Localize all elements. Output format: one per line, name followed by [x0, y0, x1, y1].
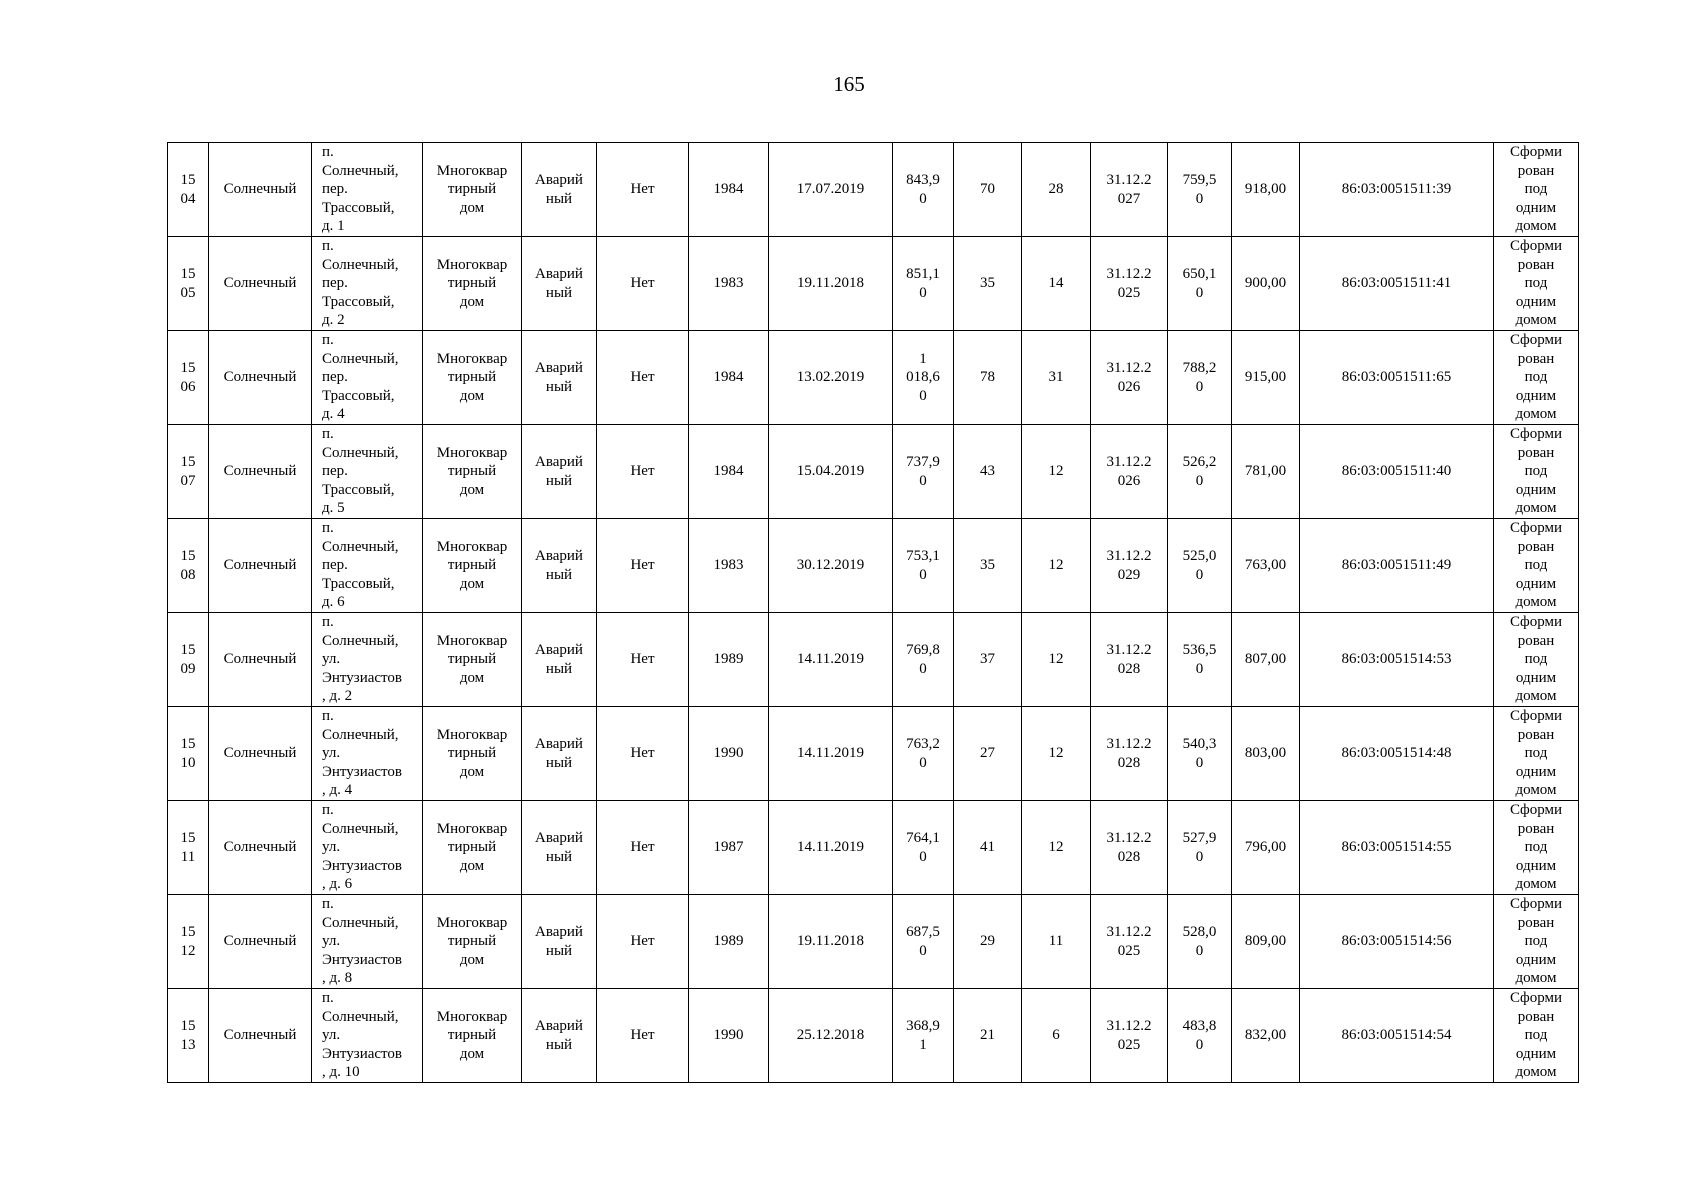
area-2-cell: 527,9 0: [1168, 801, 1232, 895]
table-row: [168, 989, 1579, 1083]
cadastral-number-cell: 86:03:0051511:49: [1300, 519, 1494, 613]
area-cell: 753,1 0: [893, 519, 954, 613]
status-cell: Аварий ный: [522, 801, 597, 895]
status-cell: Аварий ный: [522, 331, 597, 425]
status-cell: Аварий ный: [522, 707, 597, 801]
cost-cell: 915,00: [1232, 331, 1300, 425]
address-cell: п. Солнечный, пер. Трассовый, д. 6: [312, 519, 423, 613]
count-1-cell: 27: [954, 707, 1022, 801]
area-cell: 1 018,6 0: [893, 331, 954, 425]
count-1-cell: 41: [954, 801, 1022, 895]
address-cell: п. Солнечный, ул. Энтузиастов , д. 2: [312, 613, 423, 707]
deadline-cell: 31.12.2 026: [1091, 425, 1168, 519]
cadastral-number-cell: 86:03:0051514:54: [1300, 989, 1494, 1083]
year-cell: 1984: [689, 331, 769, 425]
address-cell: п. Солнечный, ул. Энтузиастов , д. 8: [312, 895, 423, 989]
building-type-cell: Многоквар тирный дом: [423, 613, 522, 707]
cost-cell: 807,00: [1232, 613, 1300, 707]
area-2-cell: 536,5 0: [1168, 613, 1232, 707]
deadline-cell: 31.12.2 027: [1091, 143, 1168, 237]
note-cell: Сформи рован под одним домом: [1494, 801, 1579, 895]
count-2-cell: 31: [1022, 331, 1091, 425]
note-cell: Сформи рован под одним домом: [1494, 237, 1579, 331]
count-1-cell: 35: [954, 237, 1022, 331]
address-cell: п. Солнечный, ул. Энтузиастов , д. 4: [312, 707, 423, 801]
table-row: [168, 425, 1579, 519]
building-type-cell: Многоквар тирный дом: [423, 801, 522, 895]
table-row: [168, 895, 1579, 989]
count-1-cell: 21: [954, 989, 1022, 1083]
cost-cell: 900,00: [1232, 237, 1300, 331]
cost-cell: 809,00: [1232, 895, 1300, 989]
row-number: 15 10: [168, 707, 209, 801]
year-cell: 1984: [689, 425, 769, 519]
note-cell: Сформи рован под одним домом: [1494, 613, 1579, 707]
cost-cell: 803,00: [1232, 707, 1300, 801]
date-cell: 19.11.2018: [769, 895, 893, 989]
flag-cell: Нет: [597, 143, 689, 237]
flag-cell: Нет: [597, 801, 689, 895]
area-2-cell: 788,2 0: [1168, 331, 1232, 425]
count-2-cell: 12: [1022, 707, 1091, 801]
date-cell: 14.11.2019: [769, 707, 893, 801]
year-cell: 1983: [689, 237, 769, 331]
table-row: [168, 519, 1579, 613]
settlement-cell: Солнечный: [209, 237, 312, 331]
status-cell: Аварий ный: [522, 237, 597, 331]
date-cell: 17.07.2019: [769, 143, 893, 237]
area-cell: 769,8 0: [893, 613, 954, 707]
table-row: [168, 237, 1579, 331]
count-2-cell: 28: [1022, 143, 1091, 237]
year-cell: 1983: [689, 519, 769, 613]
area-cell: 764,1 0: [893, 801, 954, 895]
cadastral-number-cell: 86:03:0051514:48: [1300, 707, 1494, 801]
count-1-cell: 37: [954, 613, 1022, 707]
area-2-cell: 525,0 0: [1168, 519, 1232, 613]
building-type-cell: Многоквар тирный дом: [423, 707, 522, 801]
status-cell: Аварий ный: [522, 143, 597, 237]
date-cell: 13.02.2019: [769, 331, 893, 425]
count-2-cell: 6: [1022, 989, 1091, 1083]
deadline-cell: 31.12.2 026: [1091, 331, 1168, 425]
cost-cell: 781,00: [1232, 425, 1300, 519]
row-number: 15 07: [168, 425, 209, 519]
flag-cell: Нет: [597, 613, 689, 707]
date-cell: 19.11.2018: [769, 237, 893, 331]
row-number: 15 04: [168, 143, 209, 237]
building-type-cell: Многоквар тирный дом: [423, 425, 522, 519]
cadastral-number-cell: 86:03:0051514:53: [1300, 613, 1494, 707]
cost-cell: 918,00: [1232, 143, 1300, 237]
note-cell: Сформи рован под одним домом: [1494, 143, 1579, 237]
cadastral-number-cell: 86:03:0051514:56: [1300, 895, 1494, 989]
date-cell: 15.04.2019: [769, 425, 893, 519]
count-1-cell: 43: [954, 425, 1022, 519]
cadastral-number-cell: 86:03:0051514:55: [1300, 801, 1494, 895]
address-cell: п. Солнечный, пер. Трассовый, д. 1: [312, 143, 423, 237]
table-row: [168, 331, 1579, 425]
area-2-cell: 540,3 0: [1168, 707, 1232, 801]
count-1-cell: 35: [954, 519, 1022, 613]
count-2-cell: 12: [1022, 425, 1091, 519]
address-cell: п. Солнечный, пер. Трассовый, д. 4: [312, 331, 423, 425]
year-cell: 1984: [689, 143, 769, 237]
date-cell: 14.11.2019: [769, 613, 893, 707]
date-cell: 14.11.2019: [769, 801, 893, 895]
count-1-cell: 70: [954, 143, 1022, 237]
area-cell: 851,1 0: [893, 237, 954, 331]
note-cell: Сформи рован под одним домом: [1494, 989, 1579, 1083]
area-2-cell: 526,2 0: [1168, 425, 1232, 519]
note-cell: Сформи рован под одним домом: [1494, 895, 1579, 989]
address-cell: п. Солнечный, ул. Энтузиастов , д. 6: [312, 801, 423, 895]
area-2-cell: 759,5 0: [1168, 143, 1232, 237]
table-row: [168, 707, 1579, 801]
count-2-cell: 12: [1022, 519, 1091, 613]
deadline-cell: 31.12.2 025: [1091, 989, 1168, 1083]
cadastral-number-cell: 86:03:0051511:39: [1300, 143, 1494, 237]
flag-cell: Нет: [597, 237, 689, 331]
cost-cell: 763,00: [1232, 519, 1300, 613]
year-cell: 1989: [689, 895, 769, 989]
settlement-cell: Солнечный: [209, 707, 312, 801]
flag-cell: Нет: [597, 425, 689, 519]
settlement-cell: Солнечный: [209, 331, 312, 425]
year-cell: 1987: [689, 801, 769, 895]
settlement-cell: Солнечный: [209, 425, 312, 519]
date-cell: 30.12.2019: [769, 519, 893, 613]
building-type-cell: Многоквар тирный дом: [423, 519, 522, 613]
settlement-cell: Солнечный: [209, 613, 312, 707]
status-cell: Аварий ный: [522, 989, 597, 1083]
count-2-cell: 11: [1022, 895, 1091, 989]
count-2-cell: 12: [1022, 613, 1091, 707]
address-cell: п. Солнечный, ул. Энтузиастов , д. 10: [312, 989, 423, 1083]
area-cell: 687,5 0: [893, 895, 954, 989]
deadline-cell: 31.12.2 028: [1091, 801, 1168, 895]
status-cell: Аварий ный: [522, 613, 597, 707]
cadastral-number-cell: 86:03:0051511:41: [1300, 237, 1494, 331]
count-2-cell: 12: [1022, 801, 1091, 895]
housing-registry-table: [167, 142, 1579, 1083]
area-2-cell: 650,1 0: [1168, 237, 1232, 331]
flag-cell: Нет: [597, 519, 689, 613]
count-1-cell: 78: [954, 331, 1022, 425]
building-type-cell: Многоквар тирный дом: [423, 331, 522, 425]
settlement-cell: Солнечный: [209, 801, 312, 895]
flag-cell: Нет: [597, 707, 689, 801]
building-type-cell: Многоквар тирный дом: [423, 895, 522, 989]
address-cell: п. Солнечный, пер. Трассовый, д. 2: [312, 237, 423, 331]
deadline-cell: 31.12.2 025: [1091, 237, 1168, 331]
page-number: 165: [833, 72, 865, 96]
cadastral-number-cell: 86:03:0051511:40: [1300, 425, 1494, 519]
count-1-cell: 29: [954, 895, 1022, 989]
settlement-cell: Солнечный: [209, 519, 312, 613]
settlement-cell: Солнечный: [209, 895, 312, 989]
note-cell: Сформи рован под одним домом: [1494, 425, 1579, 519]
row-number: 15 09: [168, 613, 209, 707]
flag-cell: Нет: [597, 895, 689, 989]
row-number: 15 08: [168, 519, 209, 613]
area-2-cell: 528,0 0: [1168, 895, 1232, 989]
area-2-cell: 483,8 0: [1168, 989, 1232, 1083]
area-cell: 368,9 1: [893, 989, 954, 1083]
area-cell: 843,9 0: [893, 143, 954, 237]
settlement-cell: Солнечный: [209, 143, 312, 237]
note-cell: Сформи рован под одним домом: [1494, 331, 1579, 425]
building-type-cell: Многоквар тирный дом: [423, 237, 522, 331]
deadline-cell: 31.12.2 029: [1091, 519, 1168, 613]
year-cell: 1990: [689, 989, 769, 1083]
building-type-cell: Многоквар тирный дом: [423, 989, 522, 1083]
row-number: 15 12: [168, 895, 209, 989]
flag-cell: Нет: [597, 989, 689, 1083]
table-row: [168, 143, 1579, 237]
address-cell: п. Солнечный, пер. Трассовый, д. 5: [312, 425, 423, 519]
cost-cell: 832,00: [1232, 989, 1300, 1083]
registry-body: [168, 143, 1579, 1083]
area-cell: 763,2 0: [893, 707, 954, 801]
cost-cell: 796,00: [1232, 801, 1300, 895]
deadline-cell: 31.12.2 028: [1091, 613, 1168, 707]
note-cell: Сформи рован под одним домом: [1494, 707, 1579, 801]
table-row: [168, 613, 1579, 707]
row-number: 15 11: [168, 801, 209, 895]
row-number: 15 05: [168, 237, 209, 331]
deadline-cell: 31.12.2 028: [1091, 707, 1168, 801]
area-cell: 737,9 0: [893, 425, 954, 519]
note-cell: Сформи рован под одним домом: [1494, 519, 1579, 613]
cadastral-number-cell: 86:03:0051511:65: [1300, 331, 1494, 425]
status-cell: Аварий ный: [522, 425, 597, 519]
table-row: [168, 801, 1579, 895]
building-type-cell: Многоквар тирный дом: [423, 143, 522, 237]
status-cell: Аварий ный: [522, 895, 597, 989]
year-cell: 1989: [689, 613, 769, 707]
date-cell: 25.12.2018: [769, 989, 893, 1083]
row-number: 15 06: [168, 331, 209, 425]
status-cell: Аварий ный: [522, 519, 597, 613]
settlement-cell: Солнечный: [209, 989, 312, 1083]
flag-cell: Нет: [597, 331, 689, 425]
row-number: 15 13: [168, 989, 209, 1083]
count-2-cell: 14: [1022, 237, 1091, 331]
year-cell: 1990: [689, 707, 769, 801]
deadline-cell: 31.12.2 025: [1091, 895, 1168, 989]
